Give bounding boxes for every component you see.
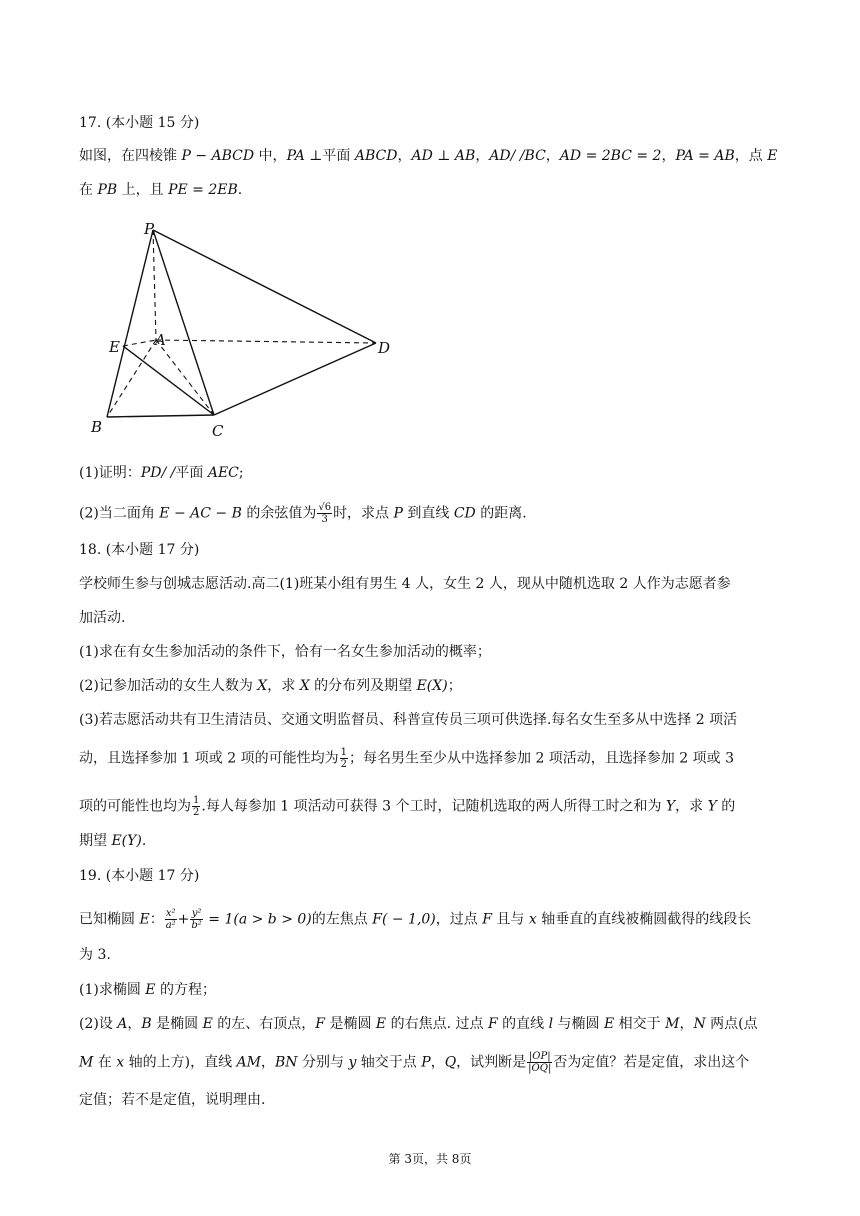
problem-18-question-1: (1)求在有女生参加活动的条件下，恰有一名女生参加活动的概率； [79,644,491,660]
pyramid-figure [80,212,410,447]
problem-19-question-2-line2: M 在 x 轴的上方)，直线 AM，BN 分别与 y 轴交于点 P，Q，试判断是 $\frac{|OP|}{|OQ|}$ 否为定值？若是定值，求出这个 [79,1051,750,1074]
edge-PA [153,230,156,340]
label-P: P [144,220,155,238]
problem-18-question-3-line1: (3)若志愿活动共有卫生清洁员、交通文明监督员、科普宣传员三项可供选择.每名女生至多从中选择 2 项活 [79,712,738,728]
problem-18-question-2: (2)记参加活动的女生人数为 X，求 X 的分布列及期望 E(X)； [79,678,462,694]
problem-19-header: 19. (本小题 17 分) [79,868,200,884]
fraction-one-half: $\frac{1}{2}$ [340,747,347,770]
edge-PD [153,230,376,343]
problem-17-statement-line1: 如图，在四棱锥 P − ABCD 中，PA ⊥平面 ABCD，AD ⊥ AB，AD/ /BC，AD = 2BC = 2，PA = AB，点 E [79,148,778,164]
problem-17-statement-line2: 在 PB 上，且 PE = 2EB. [79,182,243,198]
edge-PB [107,230,153,417]
problem-18-intro-line1: 学校师生参与创城志愿活动.高二(1)班某小组有男生 4 人，女生 2 人，现从中随机选取 2 人作为志愿者参 [79,576,731,592]
fraction-y2-over-b2: $\frac{\text{y²}}{\text{b²}}$ [191,908,202,931]
problem-18-question-3-line2: 动，且选择参加 1 项或 2 项的可能性均为 $\frac{1}{2}$ ；每名男生至少从中选择参加 2 项活动，且选择参加 2 项或 3 [79,747,734,770]
problem-17-header: 17. (本小题 15 分) [79,115,200,131]
edge-CD [214,343,376,415]
problem-18-question-3-line3: 项的可能性也均为 $\frac{1}{2}$ .每人每参加 1 项活动可获得 3 个工时，记随机选取的两人所得工时之和为 Y，求 Y 的 [79,795,736,818]
fraction-x2-over-a2: $\frac{\text{x²}}{\text{a²}}$ [165,908,176,931]
problem-19-question-2-line1: (2)设 A，B 是椭圆 E 的左、右顶点，F 是椭圆 E 的右焦点. 过点 F 的直线 l 与椭圆 E 相交于 M，N 两点(点 [79,1016,758,1032]
label-A: A [155,331,166,349]
problem-17-question-1: (1)证明：PD/ /平面 AEC; [79,465,244,481]
problem-18-intro-line2: 加活动. [79,610,126,626]
problem-18-header: 18. (本小题 17 分) [79,542,200,558]
problem-19-statement-line2: 为 3. [79,947,111,963]
problem-18-question-3-line4: 期望 E(Y). [79,833,147,849]
problem-19-question-1: (1)求椭圆 E 的方程； [79,982,216,998]
problem-19-question-2-line3: 定值；若不是定值，说明理由. [79,1092,266,1108]
problem-19-statement-line1: 已知椭圆 E： $\frac{\text{x²}}{\text{a²}}$ + $\frac{\text{y²}}{\text{b²}}$ = 1(a > b > 0)的左焦点 F( − 1,0)，过点 F 且与 x 轴垂直的直线被椭圆截得的线段长 [79,908,752,931]
edge-BC [107,415,214,417]
problem-17-question-2: (2)当二面角 E − AC − B 的余弦值为 $\frac{√6}{3}$ 时，求点 P 到直线 CD 的距离. [79,502,527,525]
fraction-op-over-oq: $\frac{|OP|}{|OQ|}$ [528,1051,552,1074]
fraction-one-half: $\frac{1}{2}$ [193,795,200,818]
edge-PC [153,230,214,415]
fraction-sqrt6-over-3: $\frac{√6}{3}$ [318,502,332,525]
label-B: B [91,418,103,436]
label-E: E [109,338,120,356]
edge-EA [123,340,156,346]
label-D: D [378,339,391,357]
page-footer: 第 3页，共 8页 [388,1152,472,1166]
label-C: C [212,422,224,440]
